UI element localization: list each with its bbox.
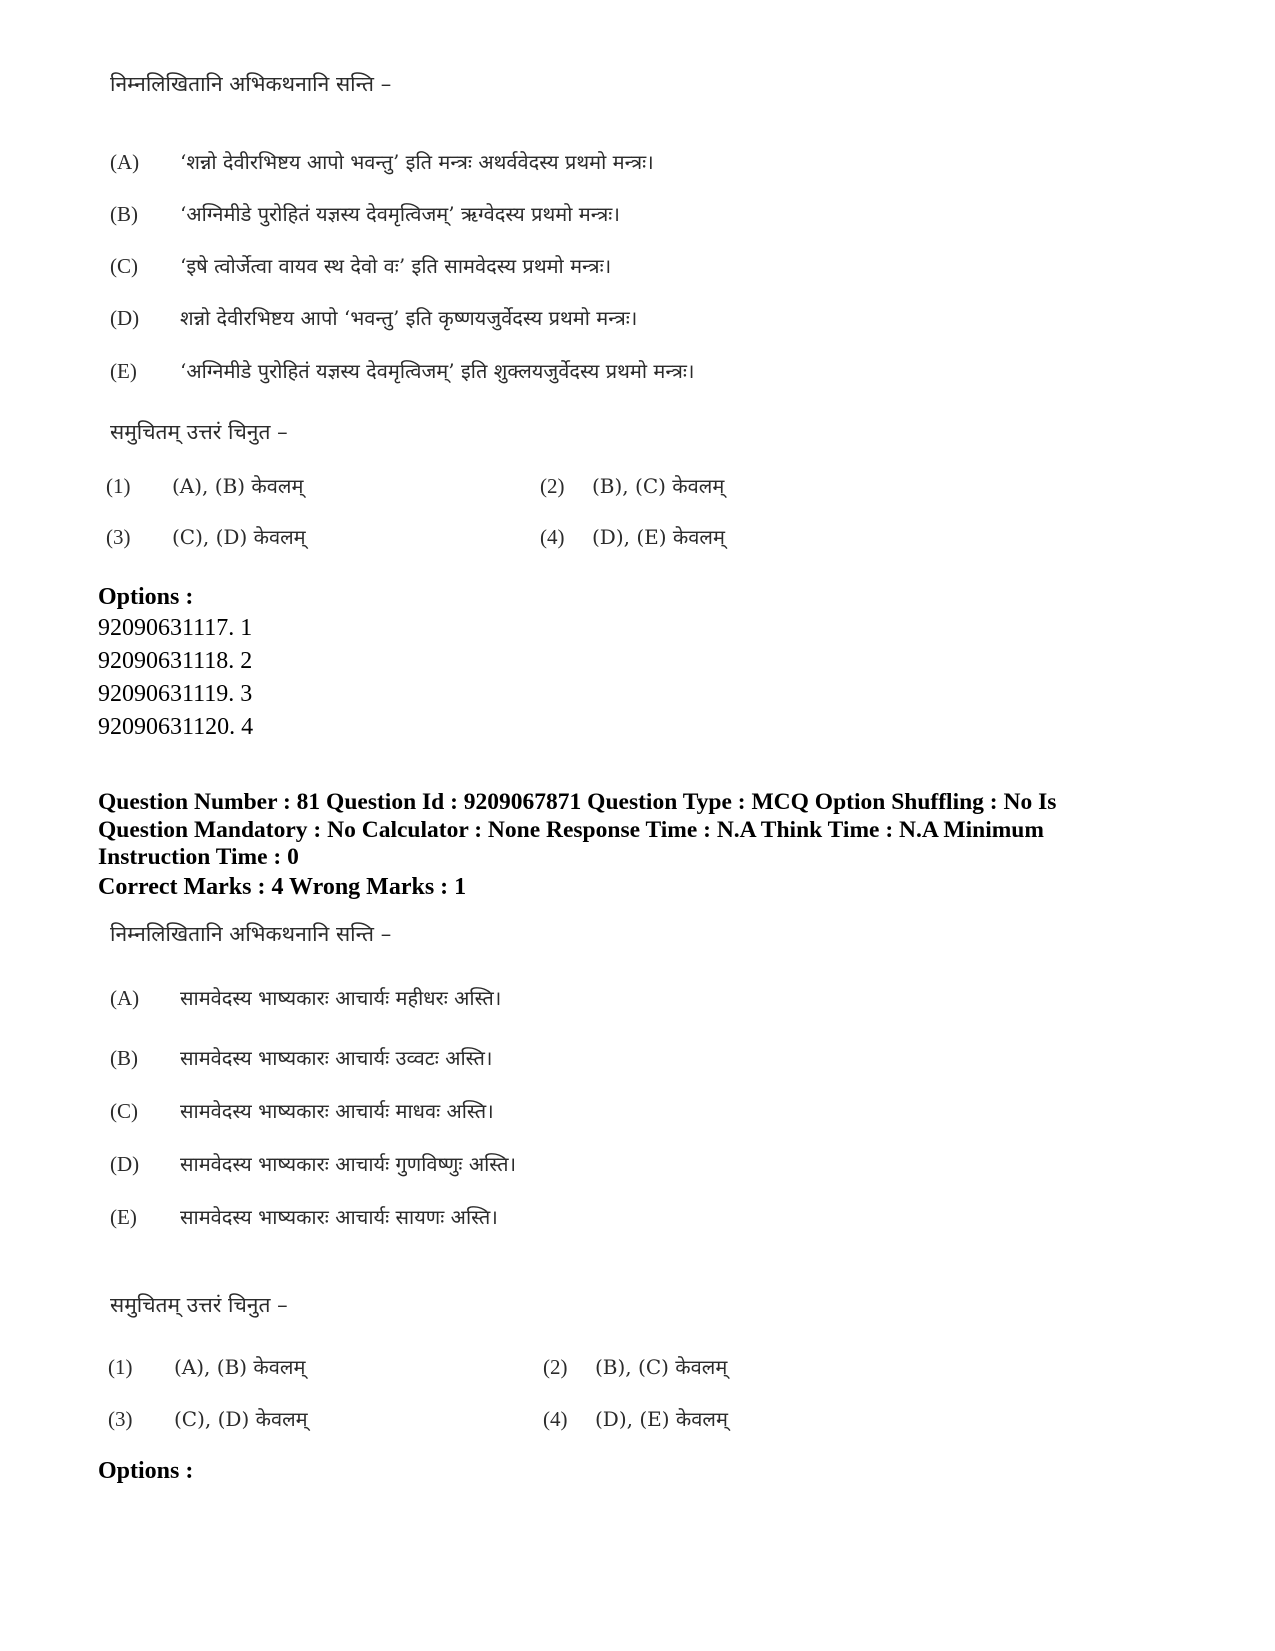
statement-label: (E): [110, 1205, 137, 1229]
question-prompt: समुचितम् उत्तरं चिनुत –: [110, 420, 288, 444]
choice-2: [543, 1353, 727, 1380]
statement-text: ‘शन्नो देवीरभिष्टय आपो भवन्तु’ इति मन्त्रः अथर्ववेदस्य प्रथमो मन्त्रः।: [180, 150, 654, 174]
question-intro: निम्नलिखितानि अभिकथनानि सन्ति –: [110, 72, 392, 96]
statement-c: [110, 252, 611, 282]
question-intro: निम्नलिखितानि अभिकथनानि सन्ति –: [110, 922, 392, 946]
statement-b: [110, 200, 620, 230]
choice-4: [543, 1405, 728, 1432]
choice-text: (A), (B) केवलम्: [174, 1355, 306, 1379]
choice-text: (B), (C) केवलम्: [595, 1355, 728, 1379]
statement-label: (D): [110, 306, 140, 330]
statement-text: सामवेदस्य भाष्यकारः आचार्यः गुणविष्णुः अस्ति।: [180, 1152, 517, 1176]
metadata-line: Question Number : 81 Question Id : 9209067871 Question Type : MCQ Option Shuffling : No Is: [98, 789, 1057, 815]
option-item: 92090631117. 1: [98, 615, 253, 641]
statement-text: सामवेदस्य भाष्यकारः आचार्यः माधवः अस्ति।: [180, 1099, 494, 1123]
choice-number: (4): [543, 1407, 568, 1431]
statement-a: [110, 984, 501, 1014]
choice-number: (2): [543, 1355, 568, 1379]
choice-3: [108, 1405, 308, 1432]
question-prompt: समुचितम् उत्तरं चिनुत –: [110, 1293, 288, 1317]
statement-e: [110, 1203, 498, 1233]
choice-number: (1): [106, 474, 131, 498]
statement-label: (C): [110, 254, 138, 278]
question-metadata: [98, 789, 1118, 872]
choice-text: (B), (C) केवलम्: [592, 474, 725, 498]
statement-label: (B): [110, 202, 138, 226]
statement-e: [110, 357, 695, 387]
choice-3: [106, 523, 306, 550]
option-item: 92090631120. 4: [98, 714, 254, 740]
choice-number: (1): [108, 1355, 133, 1379]
statement-label: (C): [110, 1099, 138, 1123]
statement-a: [110, 148, 654, 178]
choice-number: (4): [540, 525, 565, 549]
choice-number: (2): [540, 474, 565, 498]
statement-text: ‘अग्निमीडे पुरोहितं यज्ञस्य देवमृत्विजम्’ इति शुक्लयजुर्वेदस्य प्रथमो मन्त्रः।: [180, 359, 695, 383]
statement-text: शन्नो देवीरभिष्टय आपो ‘भवन्तु’ इति कृष्णयजुर्वेदस्य प्रथमो मन्त्रः।: [180, 306, 638, 330]
option-item: 92090631119. 3: [98, 681, 253, 707]
statement-label: (D): [110, 1152, 140, 1176]
statement-c: [110, 1097, 494, 1127]
choice-text: (A), (B) केवलम्: [172, 474, 304, 498]
choice-text: (C), (D) केवलम्: [174, 1407, 308, 1431]
statement-label: (A): [110, 986, 140, 1010]
choice-text: (C), (D) केवलम्: [172, 525, 306, 549]
statement-d: [110, 304, 637, 334]
statement-label: (E): [110, 359, 137, 383]
options-heading: Options :: [98, 1458, 194, 1484]
choice-4: [540, 523, 725, 550]
choice-number: (3): [108, 1407, 133, 1431]
choice-number: (3): [106, 525, 131, 549]
statement-b: [110, 1044, 492, 1074]
choice-1: [106, 472, 303, 499]
statement-text: सामवेदस्य भाष्यकारः आचार्यः सायणः अस्ति।: [180, 1205, 498, 1229]
statement-text: ‘इषे त्वोर्जेत्वा वायव स्थ देवो वः’ इति सामवेदस्य प्रथमो मन्त्रः।: [180, 254, 612, 278]
choice-text: (D), (E) केवलम्: [595, 1407, 728, 1431]
choice-2: [540, 472, 724, 499]
choice-text: (D), (E) केवलम्: [592, 525, 725, 549]
statement-d: [110, 1150, 516, 1180]
metadata-line: Question Mandatory : No Calculator : None Response Time : N.A Think Time : N.A Minimum: [98, 816, 1044, 843]
statement-text: सामवेदस्य भाष्यकारः आचार्यः उव्वटः अस्ति।: [180, 1046, 493, 1070]
marks-line: Correct Marks : 4 Wrong Marks : 1: [98, 874, 467, 900]
options-heading: Options :: [98, 584, 194, 610]
statement-text: सामवेदस्य भाष्यकारः आचार्यः महीधरः अस्ति।: [180, 986, 502, 1010]
choice-1: [108, 1353, 305, 1380]
option-item: 92090631118. 2: [98, 648, 253, 674]
statement-label: (A): [110, 150, 140, 174]
statement-text: ‘अग्निमीडे पुरोहितं यज्ञस्य देवमृत्विजम्’ ऋग्वेदस्य प्रथमो मन्त्रः।: [180, 202, 620, 226]
statement-label: (B): [110, 1046, 138, 1070]
metadata-line: Instruction Time : 0: [98, 844, 299, 870]
